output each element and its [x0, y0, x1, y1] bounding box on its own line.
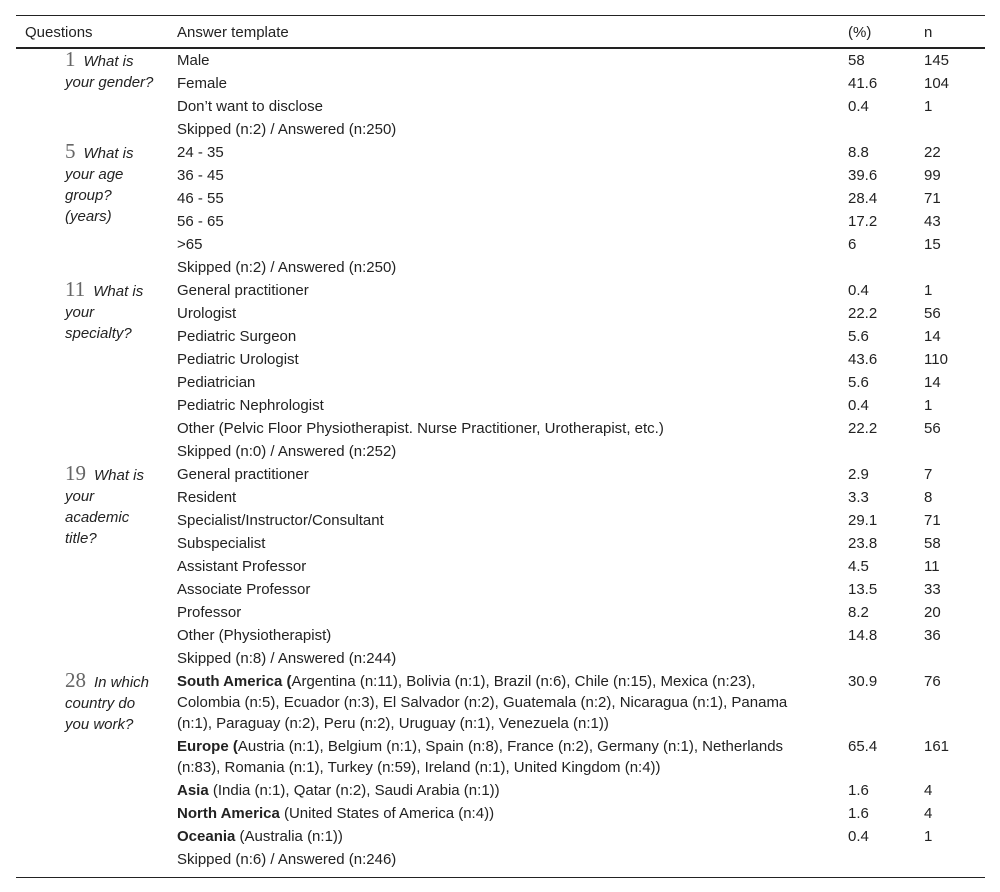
- answer-cell: Skipped (n:6) / Answered (n:246): [177, 851, 397, 868]
- percent-cell: 41.6: [848, 75, 878, 92]
- percent-cell: 43.6: [848, 351, 878, 368]
- count-cell: 43: [924, 213, 941, 230]
- percent-cell: 5.6: [848, 374, 869, 391]
- count-cell: 11: [924, 558, 940, 575]
- table-row: [16, 95, 985, 118]
- count-cell: 8: [924, 489, 933, 506]
- table-row: [16, 509, 985, 532]
- answer-cell: Urologist: [177, 305, 237, 322]
- survey-table: [16, 15, 985, 878]
- answer-cell: Skipped (n:2) / Answered (n:250): [177, 259, 397, 276]
- count-cell: 1: [924, 282, 933, 299]
- region-detail: (India (n:1), Qatar (n:2), Saudi Arabia (n:1)): [208, 782, 500, 799]
- count-cell: 145: [924, 52, 950, 69]
- answer-cell: Resident: [177, 489, 237, 506]
- region-name: Asia: [177, 782, 209, 799]
- table-row: [16, 779, 985, 802]
- count-cell: 1: [924, 98, 933, 115]
- answer-cell: 24 - 35: [177, 144, 224, 161]
- table-row: [16, 417, 985, 440]
- answer-cell: Subspecialist: [177, 535, 266, 552]
- answer-cell: Associate Professor: [177, 581, 311, 598]
- question-number: 5: [65, 139, 76, 163]
- table-row: [16, 486, 985, 509]
- answer-cell: Skipped (n:2) / Answered (n:250): [177, 121, 397, 138]
- percent-cell: 1.6: [848, 782, 869, 799]
- answer-cell: General practitioner: [177, 282, 309, 299]
- percent-cell: 0.4: [848, 98, 869, 115]
- answer-cell: [177, 736, 817, 778]
- answer-cell: 46 - 55: [177, 190, 224, 207]
- table-row: [16, 348, 985, 371]
- percent-cell: 28.4: [848, 190, 878, 207]
- table-row: [16, 233, 985, 256]
- percent-cell: 22.2: [848, 305, 878, 322]
- table-row: [16, 302, 985, 325]
- percent-cell: 23.8: [848, 535, 878, 552]
- percent-cell: 4.5: [848, 558, 869, 575]
- count-cell: 14: [924, 328, 941, 345]
- percent-cell: 6: [848, 236, 857, 253]
- percent-cell: 0.4: [848, 397, 869, 414]
- answer-cell: Pediatrician: [177, 374, 256, 391]
- answer-cell: Skipped (n:8) / Answered (n:244): [177, 650, 397, 667]
- question-text: In which country do you work?: [65, 674, 150, 733]
- count-cell: 56: [924, 420, 941, 437]
- answer-cell: [177, 825, 817, 848]
- header-percent: (%): [848, 24, 872, 41]
- percent-cell: 30.9: [848, 673, 878, 690]
- table-row: [16, 141, 985, 164]
- table-row: [16, 601, 985, 624]
- answer-cell: Pediatric Nephrologist: [177, 397, 324, 414]
- question-number: 28: [65, 668, 86, 692]
- table-body: [16, 49, 985, 877]
- region-name: Oceania: [177, 828, 236, 845]
- answer-cell: Specialist/Instructor/Consultant: [177, 512, 384, 529]
- count-cell: 7: [924, 466, 933, 483]
- region-detail: (Australia (n:1)): [235, 828, 343, 845]
- percent-cell: 13.5: [848, 581, 878, 598]
- answer-cell: Pediatric Urologist: [177, 351, 299, 368]
- region-detail: Argentina (n:11), Bolivia (n:1), Brazil (n:6), Chile (n:15), Mexica (n:23), Colombia (n:5), Ecuador (n:3), El Salvador (n:2), Guatemala (n:2), Nicaragua (n:1), Panama (n:1), Paraguay (n:2), Peru (n:2), Uruguay (n:1), Venezuela (n:1)): [177, 673, 788, 732]
- answer-cell: Other (Pelvic Floor Physiotherapist. Nurse Practitioner, Urotherapist, etc.): [177, 420, 664, 437]
- percent-cell: 2.9: [848, 466, 869, 483]
- answer-cell: 56 - 65: [177, 213, 224, 230]
- table-row: [16, 164, 985, 187]
- header-answer-template: Answer template: [177, 24, 289, 41]
- count-cell: 33: [924, 581, 941, 598]
- answer-cell: Skipped (n:0) / Answered (n:252): [177, 443, 397, 460]
- percent-cell: 22.2: [848, 420, 878, 437]
- count-cell: 36: [924, 627, 941, 644]
- percent-cell: 0.4: [848, 828, 869, 845]
- count-cell: 15: [924, 236, 941, 253]
- count-cell: 161: [924, 738, 950, 755]
- percent-cell: 17.2: [848, 213, 878, 230]
- answer-cell: Male: [177, 52, 210, 69]
- percent-cell: 8.8: [848, 144, 869, 161]
- percent-cell: 58: [848, 52, 865, 69]
- count-cell: 22: [924, 144, 941, 161]
- percent-cell: 29.1: [848, 512, 878, 529]
- count-cell: 71: [924, 512, 941, 529]
- count-cell: 110: [924, 351, 948, 368]
- count-cell: 4: [924, 782, 933, 799]
- count-cell: 99: [924, 167, 941, 184]
- percent-cell: 0.4: [848, 282, 869, 299]
- region-name: North America: [177, 805, 280, 822]
- count-cell: 104: [924, 75, 950, 92]
- answer-cell: >65: [177, 236, 203, 253]
- header-questions: Questions: [25, 24, 93, 41]
- answer-cell: [177, 779, 817, 802]
- region-detail: Austria (n:1), Belgium (n:1), Spain (n:8), France (n:2), Germany (n:1), Netherlands (n:83), Romania (n:1), Turkey (n:59), Ireland (n:1), United Kingdom (n:4)): [177, 738, 784, 776]
- table-row: [16, 532, 985, 555]
- count-cell: 76: [924, 673, 941, 690]
- table-row: [16, 118, 985, 141]
- count-cell: 1: [924, 397, 933, 414]
- question-number: 19: [65, 461, 86, 485]
- table-row: [16, 555, 985, 578]
- question-text: What is your age group? (years): [65, 145, 134, 225]
- question-text: What is your specialty?: [65, 283, 144, 342]
- answer-cell: 36 - 45: [177, 167, 224, 184]
- table-row: [16, 624, 985, 647]
- table-row: [16, 578, 985, 601]
- percent-cell: 1.6: [848, 805, 869, 822]
- percent-cell: 39.6: [848, 167, 878, 184]
- percent-cell: 65.4: [848, 738, 878, 755]
- table-row: [16, 802, 985, 825]
- count-cell: 71: [924, 190, 941, 207]
- count-cell: 4: [924, 805, 933, 822]
- question-number: 11: [65, 277, 86, 301]
- table-row: [16, 647, 985, 670]
- question-number: 1: [65, 47, 76, 71]
- table-row: [16, 670, 985, 734]
- count-cell: 1: [924, 828, 933, 845]
- table-row: [16, 394, 985, 417]
- table-row: [16, 825, 985, 848]
- table-row: [16, 256, 985, 279]
- table-row: [16, 440, 985, 463]
- percent-cell: 8.2: [848, 604, 869, 621]
- table-row: [16, 210, 985, 233]
- count-cell: 14: [924, 374, 941, 391]
- count-cell: 20: [924, 604, 941, 621]
- table-row: [16, 187, 985, 210]
- count-cell: 58: [924, 535, 941, 552]
- percent-cell: 5.6: [848, 328, 869, 345]
- question-text: What is your gender?: [65, 53, 154, 91]
- table-row: [16, 735, 985, 779]
- table-row: [16, 371, 985, 394]
- table-row: [16, 325, 985, 348]
- region-name: Europe (: [177, 738, 238, 755]
- answer-cell: [177, 671, 817, 734]
- table-row: [16, 72, 985, 95]
- percent-cell: 3.3: [848, 489, 869, 506]
- table-row: [16, 463, 985, 486]
- table-header: [16, 16, 985, 47]
- answer-cell: [177, 802, 817, 825]
- header-n: n: [924, 24, 933, 41]
- percent-cell: 14.8: [848, 627, 878, 644]
- table-row: [16, 848, 985, 871]
- region-detail: (United States of America (n:4)): [279, 805, 495, 822]
- answer-cell: Professor: [177, 604, 242, 621]
- count-cell: 56: [924, 305, 941, 322]
- bottom-rule: [16, 877, 985, 878]
- answer-cell: Pediatric Surgeon: [177, 328, 297, 345]
- region-name: South America (: [177, 673, 292, 690]
- table-row: [16, 49, 985, 72]
- answer-cell: Assistant Professor: [177, 558, 307, 575]
- answer-cell: Other (Physiotherapist): [177, 627, 332, 644]
- answer-cell: Female: [177, 75, 228, 92]
- answer-cell: Don’t want to disclose: [177, 98, 323, 115]
- question-text: What is your academic title?: [65, 467, 145, 547]
- table-row: [16, 279, 985, 302]
- answer-cell: General practitioner: [177, 466, 309, 483]
